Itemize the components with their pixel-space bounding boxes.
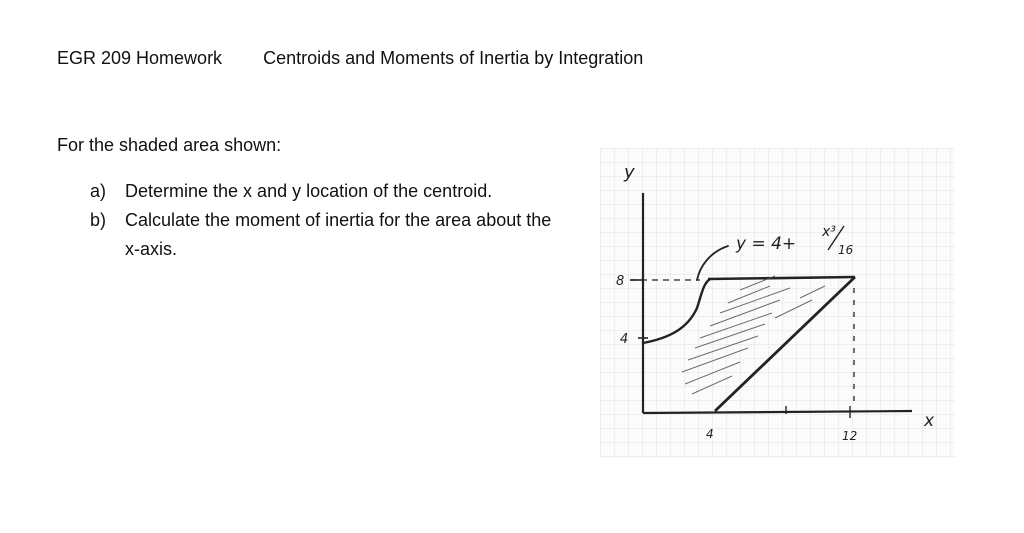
figure-svg — [600, 148, 955, 458]
page-header — [57, 48, 643, 69]
equation-label: y = 4+ — [736, 234, 797, 254]
problem-prompt: For the shaded area shown: — [57, 135, 282, 155]
task-text: Calculate the moment of inertia for the area about the x-axis. — [125, 210, 552, 259]
task-marker: b) — [90, 210, 107, 230]
equation-numerator: x³ — [822, 224, 836, 240]
task-text: Determine the x and y location of the centroid. — [125, 181, 493, 201]
equation-denominator: 16 — [838, 243, 854, 257]
sketch-figure — [600, 148, 955, 458]
y-tick-label-4: 4 — [620, 332, 629, 347]
course-title: EGR 209 Homework — [57, 48, 223, 68]
x-axis-label: x — [924, 411, 935, 431]
y-tick-label-8: 8 — [616, 274, 625, 289]
task-item — [90, 177, 570, 206]
y-axis-label: y — [624, 162, 635, 183]
x-tick-label-12: 12 — [842, 429, 858, 443]
task-item — [90, 206, 570, 264]
task-list — [90, 177, 570, 264]
homework-topic: Centroids and Moments of Inertia by Integration — [263, 48, 644, 68]
x-tick-label-4: 4 — [706, 427, 714, 441]
task-marker: a) — [90, 181, 107, 201]
